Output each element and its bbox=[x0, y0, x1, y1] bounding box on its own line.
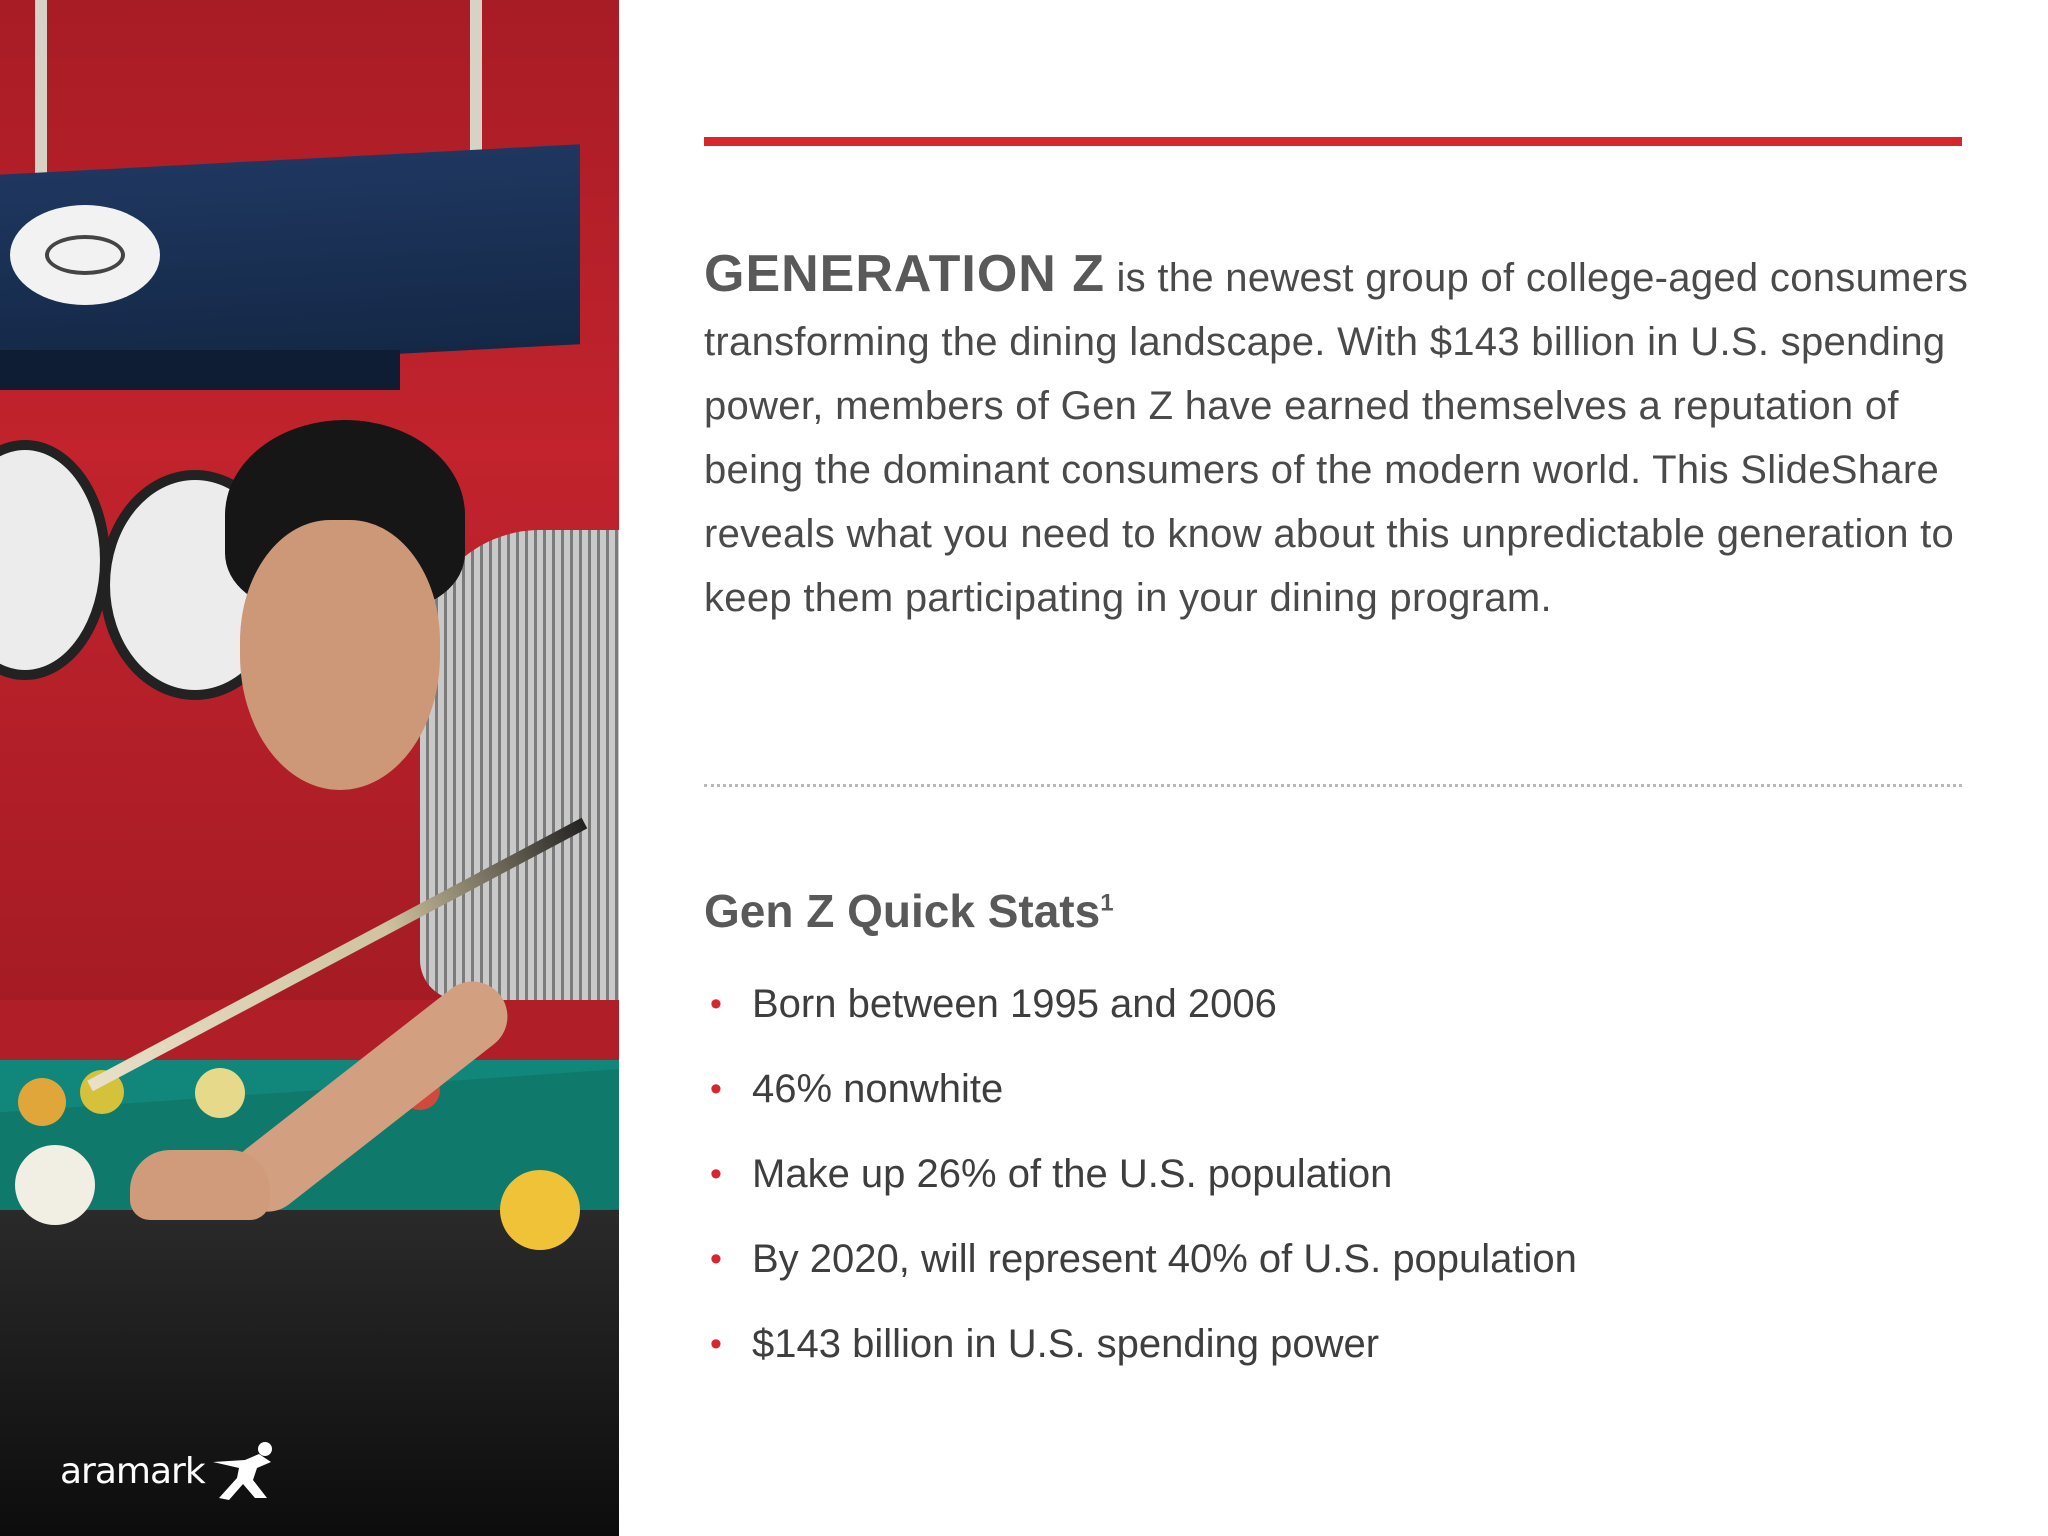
photo-rope bbox=[35, 0, 47, 190]
photo-ball bbox=[18, 1078, 66, 1126]
intro-paragraph bbox=[704, 242, 1974, 630]
stats-heading bbox=[704, 884, 1114, 938]
stats-title-text: Gen Z Quick Stats bbox=[704, 885, 1101, 937]
photo-lamp-logo bbox=[10, 205, 160, 305]
stats-footnote-marker: 1 bbox=[1100, 889, 1114, 917]
bullet-icon: • bbox=[710, 1155, 722, 1193]
hero-photo bbox=[0, 0, 619, 1536]
aramark-logo bbox=[60, 1440, 279, 1502]
photo-person-head bbox=[240, 520, 440, 790]
list-item bbox=[704, 962, 1964, 1047]
photo-cue-ball bbox=[15, 1145, 95, 1225]
stats-list bbox=[704, 962, 1964, 1387]
stat-text: Make up 26% of the U.S. population bbox=[752, 1152, 1393, 1196]
stat-text: Born between 1995 and 2006 bbox=[752, 982, 1277, 1026]
bullet-icon: • bbox=[710, 1070, 722, 1108]
photo-person-shirt bbox=[420, 530, 619, 1000]
logo-wordmark: aramark bbox=[60, 1450, 205, 1492]
list-item bbox=[704, 1217, 1964, 1302]
list-item bbox=[704, 1047, 1964, 1132]
bullet-icon: • bbox=[710, 1325, 722, 1363]
photo-ball bbox=[195, 1068, 245, 1118]
intro-lead: GENERATION Z bbox=[704, 245, 1106, 303]
photo-person-hand bbox=[130, 1150, 270, 1220]
top-accent-rule bbox=[704, 137, 1962, 146]
list-item bbox=[704, 1302, 1964, 1387]
bullet-icon: • bbox=[710, 985, 722, 1023]
dotted-divider bbox=[704, 784, 1962, 787]
stat-text: $143 billion in U.S. spending power bbox=[752, 1322, 1380, 1366]
list-item bbox=[704, 1132, 1964, 1217]
photo-ball bbox=[500, 1170, 580, 1250]
photo-lamp-shade bbox=[0, 350, 400, 390]
intro-body: is the newest group of college-aged consumers transforming the dining landscape. With $143 billion in U.S. spending power, members of Gen Z have earned themselves a reputation of being the dominant consumers of the modern world. This SlideShare reveals what you need to know about this unpredictable generation to keep them participating in your dining program. bbox=[704, 256, 1969, 620]
bullet-icon: • bbox=[710, 1240, 722, 1278]
stat-text: By 2020, will represent 40% of U.S. population bbox=[752, 1237, 1577, 1281]
star-figure-icon bbox=[209, 1440, 279, 1502]
stat-text: 46% nonwhite bbox=[752, 1067, 1004, 1111]
